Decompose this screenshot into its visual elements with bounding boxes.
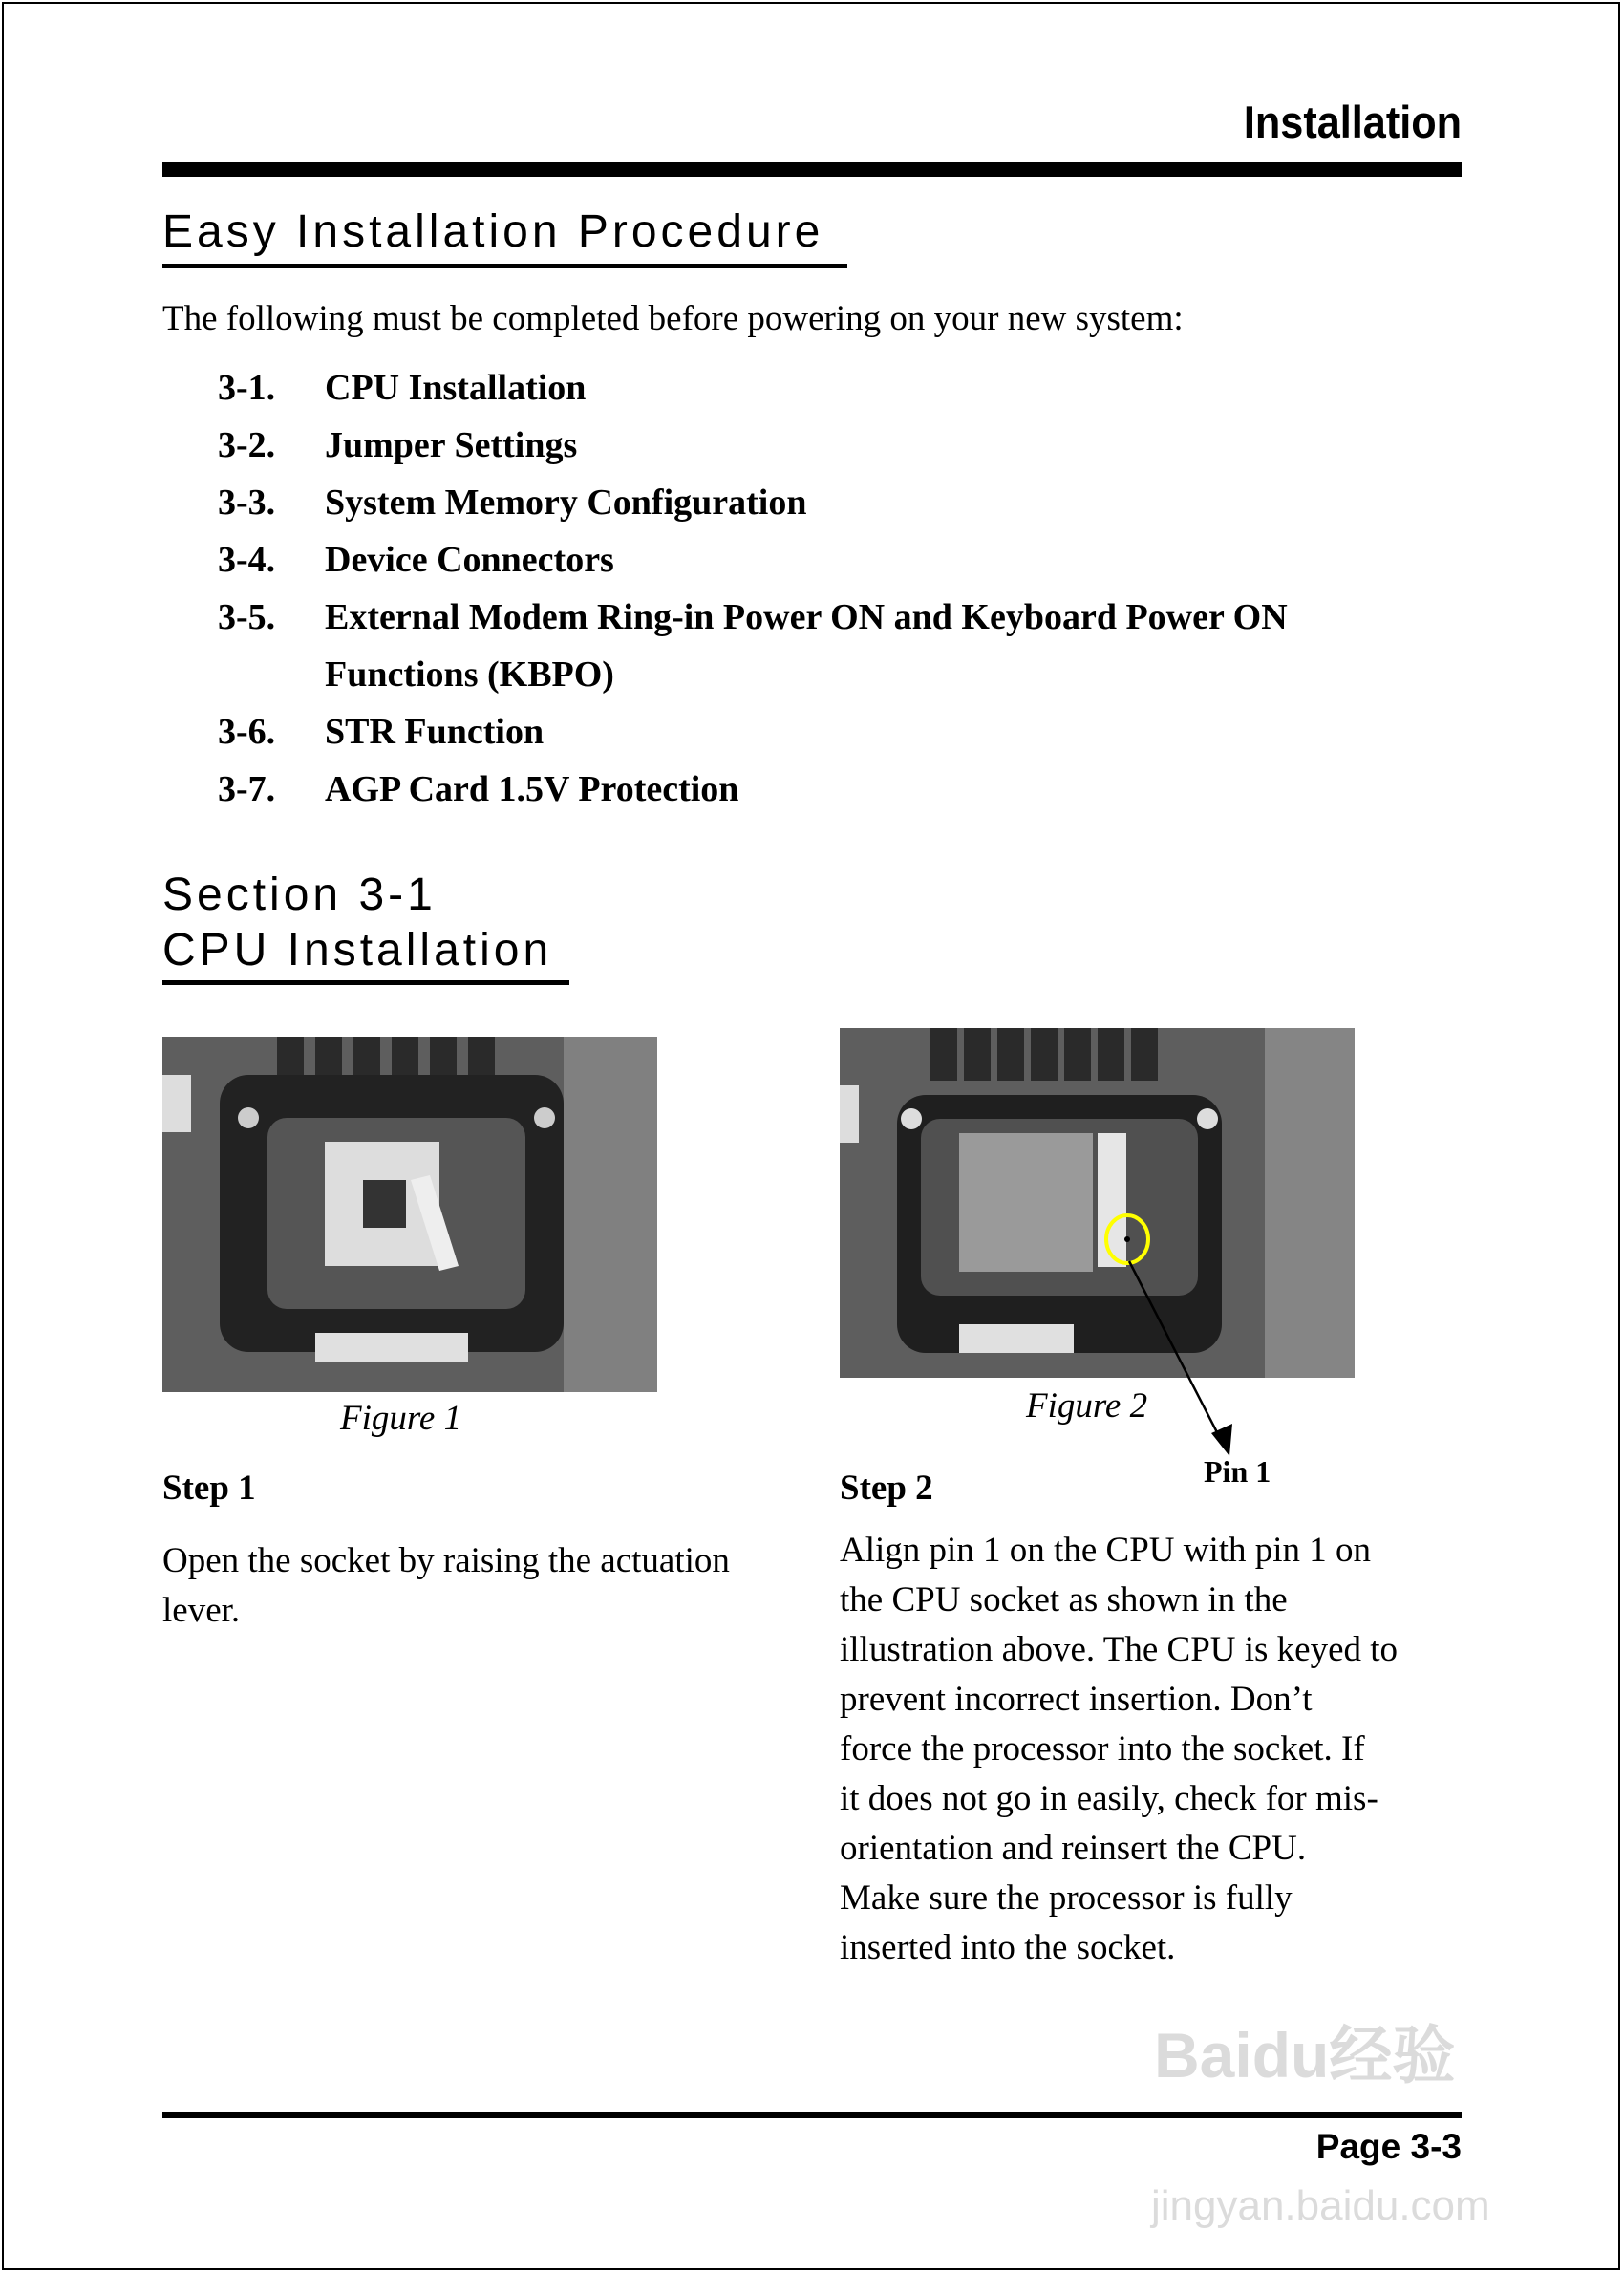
item-number: 3-6.	[218, 712, 276, 752]
text-line: Make sure the processor is fully	[840, 1878, 1293, 1918]
pin1-label: Pin 1	[1204, 1454, 1271, 1489]
figure-1-caption: Figure 1	[340, 1399, 462, 1438]
item-label: AGP Card 1.5V Protection	[325, 769, 739, 809]
item-label: Jumper Settings	[325, 425, 578, 465]
chapter-header: Installation	[1243, 97, 1462, 147]
figure-2-caption: Figure 2	[1026, 1386, 1148, 1426]
item-label: STR Function	[325, 712, 545, 752]
pin1-dot	[1124, 1236, 1130, 1242]
text-line: force the processor into the socket. If	[840, 1729, 1365, 1769]
section-heading-line2: CPU Installation	[162, 925, 553, 976]
text-line: inserted into the socket.	[840, 1928, 1176, 1967]
text-line: illustration above. The CPU is keyed to	[840, 1630, 1399, 1669]
item-number: 3-4.	[218, 540, 276, 580]
easy-installation-heading: Easy Installation Procedure	[162, 206, 824, 257]
item-number: 3-1.	[218, 368, 276, 408]
item-number: 3-7.	[218, 769, 276, 809]
footer-rule	[162, 2112, 1462, 2118]
text-line: lever.	[162, 1591, 241, 1630]
text-line: Open the socket by raising the actuation	[162, 1541, 730, 1580]
text-line: prevent incorrect insertion. Don’t	[840, 1680, 1313, 1719]
step-1-heading: Step 1	[162, 1469, 256, 1508]
intro-text: The following must be completed before powering on your new system:	[162, 299, 1184, 338]
watermark-brand: Baidu经验	[1154, 2020, 1456, 2091]
page-number: Page 3-3	[1315, 2127, 1462, 2166]
text-line: the CPU socket as shown in the	[840, 1580, 1288, 1620]
text-line: orientation and reinsert the CPU.	[840, 1829, 1307, 1868]
item-label-continued: Functions (KBPO)	[325, 654, 614, 695]
item-label: System Memory Configuration	[325, 483, 807, 523]
text-line: it does not go in easily, check for mis-	[840, 1779, 1378, 1818]
item-label: CPU Installation	[325, 368, 587, 408]
text-line: Align pin 1 on the CPU with pin 1 on	[840, 1531, 1372, 1570]
item-number: 3-5.	[218, 597, 276, 637]
item-number: 3-2.	[218, 425, 276, 465]
step-2-text	[840, 1526, 1398, 1973]
step-2-heading: Step 2	[840, 1469, 933, 1508]
item-label: Device Connectors	[325, 540, 614, 580]
item-label: External Modem Ring-in Power ON and Keyboard Power ON	[325, 597, 1288, 637]
watermark-url: jingyan.baidu.com	[1151, 2182, 1490, 2229]
item-number: 3-3.	[218, 483, 276, 523]
step-1-text	[162, 1536, 730, 1636]
section-heading-line1: Section 3-1	[162, 869, 437, 920]
